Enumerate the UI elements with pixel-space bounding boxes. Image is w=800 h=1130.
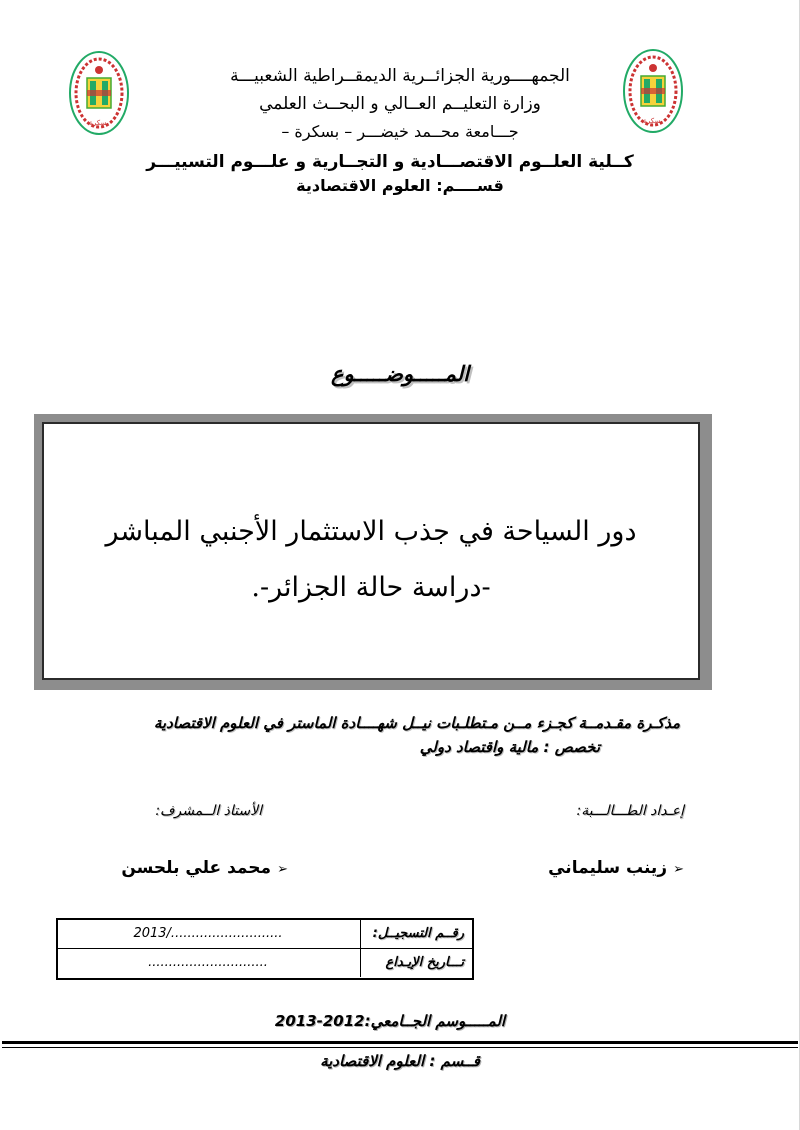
student-name: زينب سليماني — [548, 858, 668, 878]
university-logo-left — [68, 50, 130, 136]
supervisor-name: محمد علي بلحسن — [121, 858, 272, 878]
footer-divider-thin — [2, 1047, 798, 1048]
deposit-date-label: تـــاريخ الإيـداع — [360, 949, 472, 977]
ministry-name: وزارة التعليــم العــالي و البحــث العلمي — [259, 94, 541, 114]
footer-divider — [2, 1041, 798, 1044]
bullet-arrow-icon: ➢ — [673, 862, 684, 877]
department-name: قســــم: العلوم الاقتصادية — [296, 176, 504, 195]
supervisor-label: الأستاذ الــمشرف: — [155, 803, 262, 819]
supervisor-name-row — [121, 858, 288, 878]
student-label: إعـداد الطـــالـــبة: — [576, 803, 684, 819]
thesis-title-line-1: دور السياحة في جذب الاستثمار الأجنبي المباشر — [105, 516, 637, 547]
registration-table — [56, 918, 474, 980]
registration-number-value: 2013/........................... — [133, 926, 283, 941]
bullet-arrow-icon: ➢ — [277, 862, 288, 877]
title-frame — [34, 414, 712, 690]
academic-year: المـــــوسم الجــامعي:2012-2013 — [274, 1012, 506, 1030]
specialty: تخصص : مالية واقتصاد دولي — [419, 738, 600, 756]
university-name: جـــامعة محــمد خيضـــر – بسكرة – — [281, 122, 519, 141]
footer-department: قــسم : العلوم الاقتصادية — [320, 1052, 480, 1070]
registration-number-row — [58, 920, 472, 949]
subject-label: المـــــوضـــــوع — [331, 362, 469, 386]
memo-description: مذكـرة مقـدمــة كجـزء مــن مـتطلـبات نيــل شهــــادة الماستر في العلوم الاقتصادية — [153, 714, 680, 732]
registration-number-label: رقــم التسجيــل: — [360, 920, 472, 948]
republic-name: الجمهــــورية الجزائــرية الديمقــراطية الشعبيـــة — [230, 66, 570, 86]
logo-text: بسكرة — [89, 119, 109, 127]
student-name-row — [548, 858, 684, 878]
title-box — [42, 422, 700, 680]
deposit-date-value: ............................. — [148, 955, 268, 970]
faculty-name: كــلية العلــوم الاقتصـــادية و التجــارية و علـــوم التسييـــر — [146, 152, 634, 172]
thesis-title-line-2: -دراسة حالة الجزائر-. — [251, 572, 491, 603]
logo-text: بسكرة — [643, 117, 663, 125]
deposit-date-row — [58, 949, 472, 977]
